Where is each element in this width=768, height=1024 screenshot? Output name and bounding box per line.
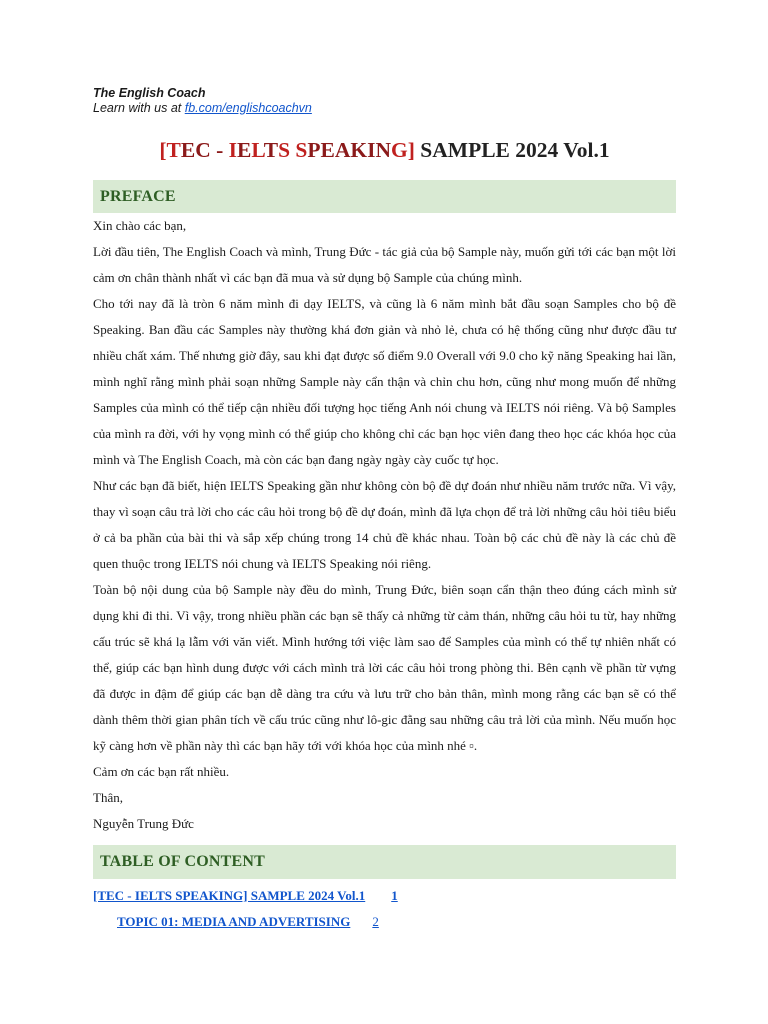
facebook-link[interactable]: fb.com/englishcoachvn [184,101,312,115]
toc-item[interactable] [93,909,676,935]
title-part: T [166,138,181,162]
toc-item-label: [TEC - IELTS SPEAKING] SAMPLE 2024 Vol.1 [93,888,366,903]
paragraph: Toàn bộ nội dung của bộ Sample này đều do mình, Trung Đức, biên soạn cẩn thận theo đúng cách mình sử dụng khi đi thi. Vì vậy, trong nhiều phần các bạn sẽ thấy cả những từ cảm thán, những câu hỏi tu từ, hay những cấu trúc sẽ khá lạ lẫm với văn viết. Mình hướng tới việc làm sao để Samples của mình có thể tự nhiên nhất có thể, giúp các bạn hình dung được với cách mình trả lời các câu hỏi trong phòng thi. Bên cạnh về phần từ vựng đã được in đậm để giúp các bạn dễ dàng tra cứu và lưu trữ cho bản thân, mình mong rằng các bạn sẽ có thể dành thêm thời gian phân tích về cấu trúc cũng như lô-gic đằng sau những câu trả lời của mình. Nếu muốn học kỹ càng hơn về phần này thì các bạn hãy tới với khóa học của mình nhé ▫. [93,582,676,753]
document-header [93,86,676,116]
title-part: G [391,138,408,162]
title-part: EC - [180,138,229,162]
paragraph: Cho tới nay đã là tròn 6 năm mình đi dạy IELTS, và cũng là 6 năm mình bắt đầu soạn Samples cho bộ đề Speaking. Ban đầu các Samples này thường khá đơn giản và nhỏ lẻ, chưa có hệ thống cũng như được đầu tư nhiều chất xám. Thế nhưng giờ đây, sau khi đạt được số điểm 9.0 Overall với 9.0 cho kỹ năng Speaking hai lần, mình nghĩ rằng mình phải soạn những Sample này cẩn thận và chỉn chu hơn, cũng như mong muốn để những Samples của mình có thể tiếp cận nhiều đối tượng học tiếng Anh nói chung và IELTS nói riêng. Và bộ Samples của mình ra đời, với hy vọng mình có thể giúp cho không chỉ các bạn học viên đang theo học các khóa học của mình và The English Coach, mà còn các bạn đang ngày ngày cày cuốc tự học. [93,296,676,467]
signature-name: Nguyễn Trung Đức [93,816,194,831]
toc-link[interactable] [117,914,379,929]
title-part: I [228,138,238,162]
toc-item-label: TOPIC 01: MEDIA AND ADVERTISING [117,914,351,929]
title-part: SAMPLE 2024 Vol.1 [414,138,610,162]
title-part: S [278,138,296,162]
toc-item-page: 2 [372,914,379,929]
tagline [93,101,676,116]
table-of-contents [93,883,676,935]
preface-heading: PREFACE [93,180,676,213]
tagline-prefix: Learn with us at [93,101,185,115]
title-part: L [251,138,264,162]
paragraph: Như các bạn đã biết, hiện IELTS Speaking gần như không còn bộ đề dự đoán như nhiều năm trước nữa. Vì vậy, thay vì soạn câu trả lời cho các câu hỏi trong bộ đề dự đoán, mình đã lựa chọn để trả lời những câu hỏi tiêu biểu ở cả ba phần của bài thi và sắp xếp chúng trong 14 chủ đề khác nhau. Toàn bộ các chủ đề này là các chủ đề quen thuộc trong IELTS nói chung và IELTS Speaking nói riêng. [93,478,676,571]
title-part: E [237,138,252,162]
toc-item[interactable] [93,883,676,909]
title-part: PEAKIN [307,138,392,162]
toc-item-page: 1 [391,888,398,903]
title-part: [ [159,138,167,162]
brand-name: The English Coach [93,86,206,100]
paragraph: Lời đầu tiên, The English Coach và mình, Trung Đức - tác giả của bộ Sample này, muốn gửi tới các bạn một lời cảm ơn chân thành nhất vì các bạn đã mua và sử dụng bộ Sample của chúng mình. [93,244,676,285]
preface-body [93,213,676,837]
paragraph: Thân, [93,790,123,805]
toc-link[interactable] [93,888,398,903]
title-part: S [295,138,308,162]
paragraph: Cảm ơn các bạn rất nhiều. [93,764,230,779]
document-title [93,138,676,163]
title-part: ] [407,138,415,162]
document-page [93,86,676,935]
title-part: T [263,138,279,162]
paragraph: Xin chào các bạn, [93,218,187,233]
toc-heading: TABLE OF CONTENT [93,845,676,879]
